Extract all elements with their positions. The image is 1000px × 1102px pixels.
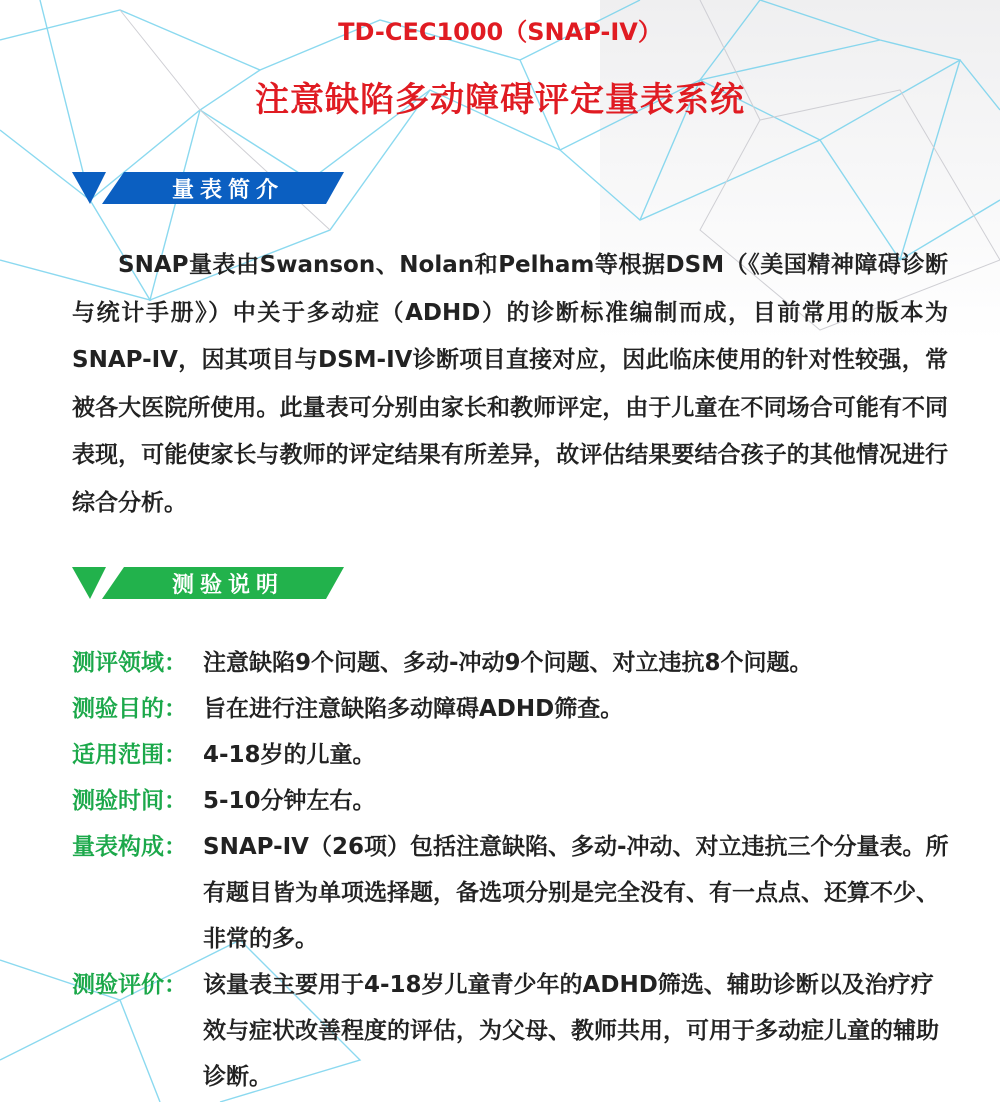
item-value: 该量表主要用于4-18岁儿童青少年的ADHD筛选、辅助诊断以及治疗疗效与症状改善程度的评估，为父母、教师共用，可用于多动症儿童的辅助诊断。 <box>203 972 939 1090</box>
item-value: 5-10分钟左右。 <box>203 788 376 814</box>
product-model: TD-CEC1000（SNAP-IV） <box>338 18 662 46</box>
item-value: 旨在进行注意缺陷多动障碍ADHD筛查。 <box>203 696 624 722</box>
section-heading: 量表简介 <box>171 178 284 203</box>
list-item <box>72 778 952 824</box>
list-item <box>72 962 952 1100</box>
item-label: 测验目的： <box>72 696 187 722</box>
list-item <box>72 732 952 778</box>
item-value: SNAP-IV（26项）包括注意缺陷、多动-冲动、对立违抗三个分量表。所有题目皆为单项选择题，备选项分别是完全没有、有一点点、还算不少、非常的多。 <box>203 834 949 952</box>
section-badge-test <box>72 565 344 601</box>
list-item <box>72 640 952 686</box>
item-value: 注意缺陷9个问题、多动-冲动9个问题、对立违抗8个问题。 <box>203 650 813 676</box>
section-badge-intro <box>72 170 344 206</box>
item-label: 量表构成： <box>72 834 187 860</box>
intro-paragraph: SNAP量表由Swanson、Nolan和Pelham等根据DSM（《美国精神障碍诊断与统计手册》）中关于多动症（ADHD）的诊断标准编制而成，目前常用的版本为SNAP-IV，因其项目与DSM-IV诊断项目直接对应，因此临床使用的针对性较强，常被各大医院所使用。此量表可分别由家长和教师评定，由于儿童在不同场合可能有不同表现，可能使家长与教师的评定结果有所差异，故评估结果要结合孩子的其他情况进行综合分析。 <box>72 252 948 516</box>
section-heading: 测验说明 <box>171 573 284 598</box>
item-label: 测验评价： <box>72 972 187 998</box>
test-info-list <box>72 640 952 1100</box>
list-item <box>72 824 952 962</box>
item-label: 测验时间： <box>72 788 187 814</box>
item-label: 适用范围： <box>72 742 187 768</box>
item-value: 4-18岁的儿童。 <box>203 742 376 768</box>
list-item <box>72 686 952 732</box>
item-label: 测评领域： <box>72 650 187 676</box>
page-title: 注意缺陷多动障碍评定量表系统 <box>255 80 745 120</box>
